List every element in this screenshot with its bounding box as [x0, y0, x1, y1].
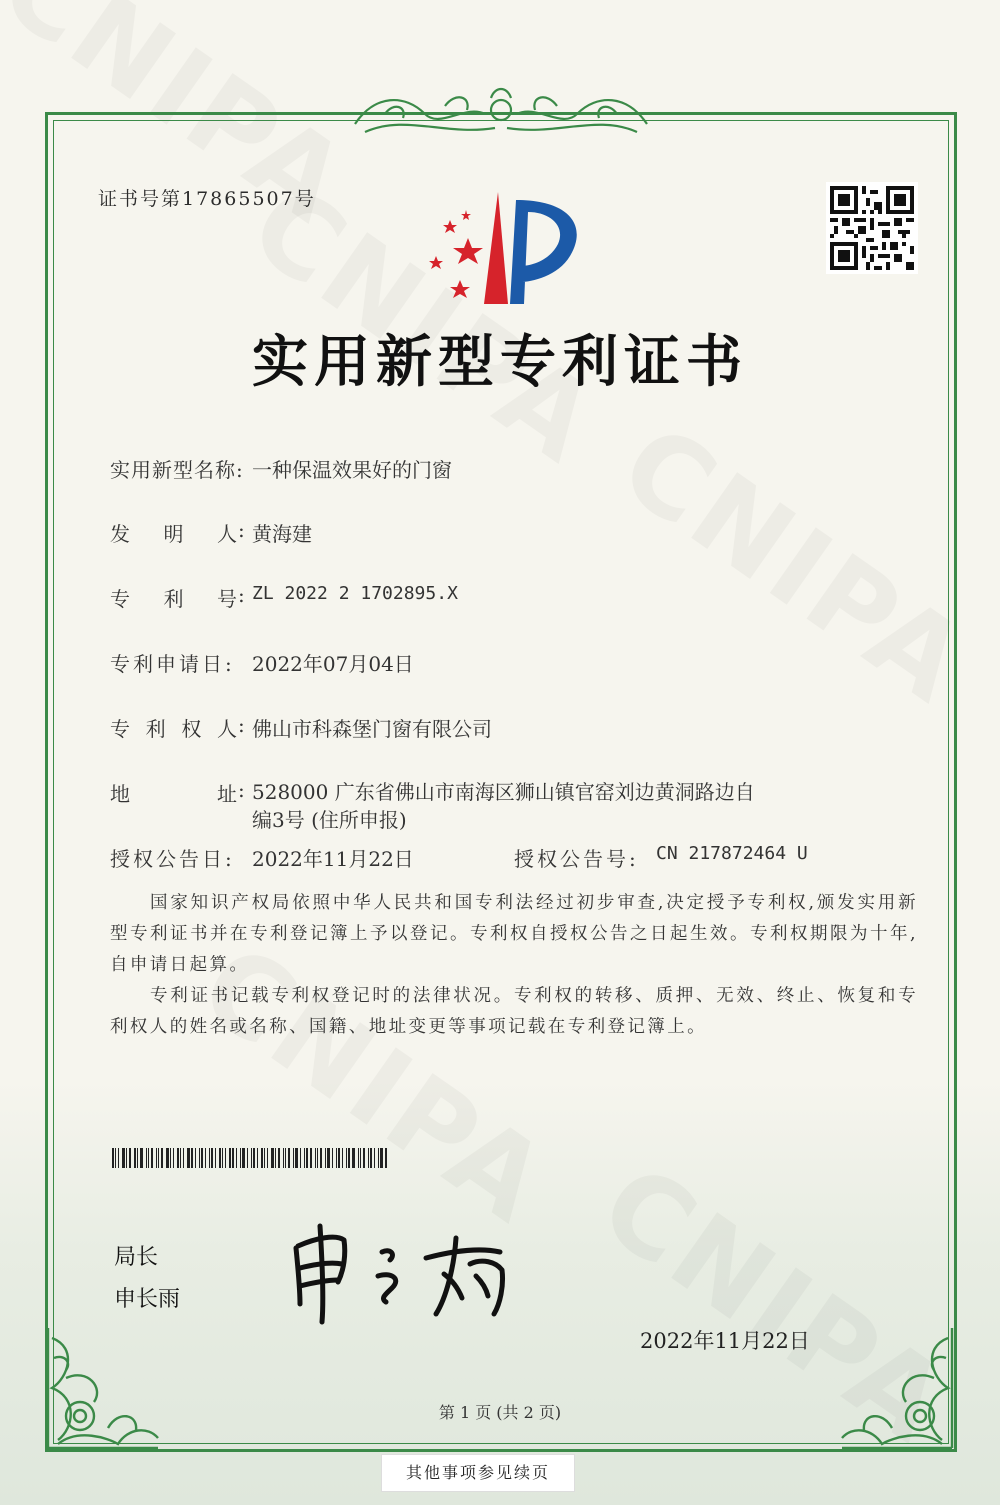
body-paragraph: 国家知识产权局依照中华人民共和国专利法经过初步审查,决定授予专利权,颁发实用新型专利证书并在专利登记簿上予以登记。专利权自授权公告之日起生效。专利权期限为十年,自申请日起算。	[110, 893, 918, 975]
official-title: 局长	[114, 1245, 159, 1270]
handwritten-signature	[286, 1218, 516, 1328]
certificate-number: 证书号第17865507号	[98, 188, 316, 210]
field-value: ZL 2022 2 1702895.X	[252, 583, 458, 604]
official-name: 申长雨	[114, 1287, 181, 1312]
field-value: 黄海建	[252, 522, 312, 546]
field-value: 528000 广东省佛山市南海区狮山镇官窑刘边黄洞路边自 编3号 (住所申报)	[252, 780, 755, 832]
field-label: 授权公告日:	[110, 847, 235, 871]
corner-ornament-icon	[832, 1318, 962, 1453]
field-address	[110, 778, 755, 834]
field-label: 专 利 号 :	[110, 583, 246, 611]
certificate-title: 实用新型专利证书	[252, 329, 748, 395]
page-indicator: 第 1 页 (共 2 页)	[438, 1403, 562, 1422]
top-ornament-icon	[345, 84, 657, 140]
body-paragraph: 专利证书记载专利权登记时的法律状况。专利权的转移、质押、无效、终止、恢复和专利权人的姓名或名称、国籍、地址变更等事项记载在专利登记簿上。	[110, 986, 918, 1037]
field-label: 专 利 权 人 :	[110, 713, 246, 741]
field-inventor	[110, 518, 312, 547]
barcode-icon	[112, 1148, 390, 1168]
field-value: 2022年07月04日	[252, 652, 414, 676]
field-label: 实用新型名称:	[110, 458, 244, 482]
field-patentee	[110, 713, 492, 742]
field-label: 地 址 :	[110, 778, 246, 806]
field-value: CN 217872464 U	[656, 843, 808, 864]
field-application-date	[110, 648, 414, 677]
corner-ornament-icon	[38, 1318, 168, 1453]
continuation-tab: 其他事项参见续页	[381, 1454, 575, 1492]
field-value: 一种保温效果好的门窗	[252, 458, 452, 482]
signature-date: 2022年11月22日	[640, 1329, 810, 1353]
field-value: 2022年11月22日	[252, 847, 414, 871]
field-label: 发 明 人 :	[110, 518, 246, 546]
field-label: 专利申请日:	[110, 652, 235, 676]
field-patent-number	[110, 583, 458, 612]
cnipa-emblem-icon	[420, 186, 585, 311]
qr-code-icon	[826, 182, 918, 274]
field-label: 授权公告号:	[514, 847, 639, 871]
field-value: 佛山市科森堡门窗有限公司	[252, 717, 492, 741]
field-grant-date	[110, 843, 414, 872]
field-grant-number	[514, 843, 808, 872]
field-utility-model-name	[110, 454, 452, 483]
